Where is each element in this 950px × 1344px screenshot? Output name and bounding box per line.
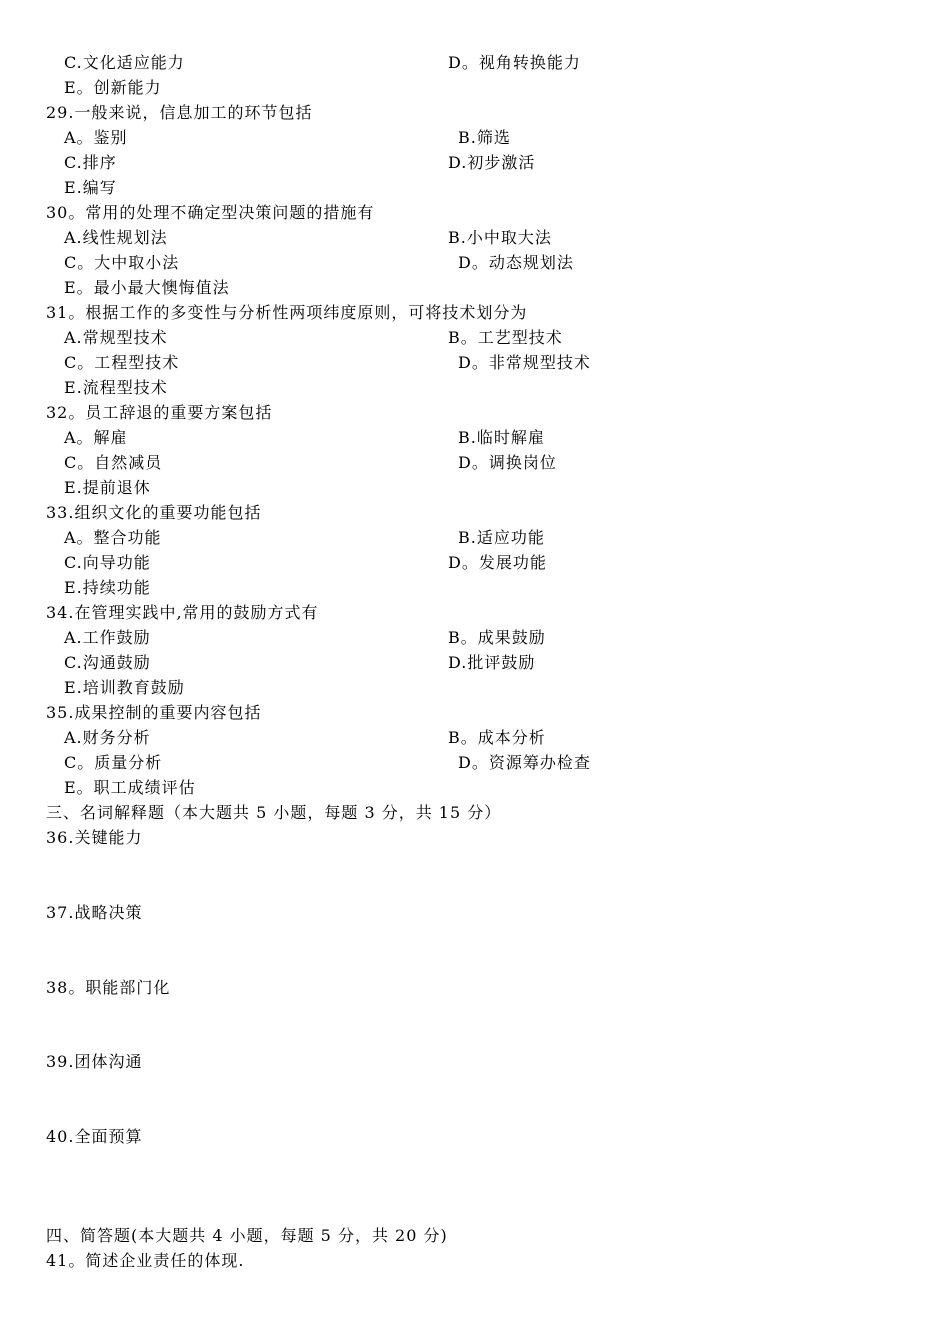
q28-option-c: C.文化适应能力 [64,53,185,72]
q28-option-e: E。创新能力 [64,78,162,97]
q30-option-a: A.线性规划法 [64,228,168,247]
q29-stem: 29.一般来说，信息加工的环节包括 [46,103,313,122]
q34-option-c: C.沟通鼓励 [64,653,151,672]
q32-option-b: B.临时解雇 [458,428,545,447]
q32-option-e: E.提前退休 [64,478,151,497]
q40-term: 40.全面预算 [46,1127,143,1146]
q33-option-b: B.适应功能 [458,528,545,547]
q39-term: 39.团体沟通 [46,1052,143,1071]
q29-option-e: E.编写 [64,178,117,197]
q34-stem: 34.在管理实践中,常用的鼓励方式有 [46,603,319,622]
q31-option-d: D。非常规型技术 [458,353,591,372]
q37-term: 37.战略决策 [46,903,143,922]
section-4-title: 四、简答题(本大题共 4 小题，每题 5 分，共 20 分) [46,1226,448,1245]
q32-option-a: A。解雇 [64,428,128,447]
q32-stem: 32。员工辞退的重要方案包括 [46,403,273,422]
q33-option-e: E.持续功能 [64,578,151,597]
q32-option-c: C。自然减员 [64,453,163,472]
q30-option-e: E。最小最大懊悔值法 [64,278,230,297]
q30-option-c: C。大中取小法 [64,253,180,272]
q35-option-e: E。职工成绩评估 [64,778,196,797]
q35-option-a: A.财务分析 [64,728,151,747]
q33-option-c: C.向导功能 [64,553,151,572]
q30-stem: 30。常用的处理不确定型决策问题的措施有 [46,203,375,222]
q32-option-d: D。调换岗位 [458,453,557,472]
section-3-title: 三、名词解释题（本大题共 5 小题，每题 3 分，共 15 分） [46,803,502,822]
q34-option-b: B。成果鼓励 [448,628,546,647]
q31-option-a: A.常规型技术 [64,328,168,347]
q31-option-b: B。工艺型技术 [448,328,563,347]
q35-option-c: C。质量分析 [64,753,163,772]
q30-option-d: D。动态规划法 [458,253,574,272]
q35-option-b: B。成本分析 [448,728,546,747]
q31-option-e: E.流程型技术 [64,378,168,397]
q33-option-d: D。发展功能 [448,553,547,572]
q31-option-c: C。工程型技术 [64,353,180,372]
q33-option-a: A。整合功能 [64,528,162,547]
q35-option-d: D。资源筹办检查 [458,753,591,772]
q38-term: 38。职能部门化 [46,978,171,997]
q29-option-c: C.排序 [64,153,117,172]
q34-option-a: A.工作鼓励 [64,628,151,647]
q31-stem: 31。根据工作的多变性与分析性两项纬度原则，可将技术划分为 [46,303,528,322]
q41-question: 41。简述企业责任的体现. [46,1251,245,1270]
q30-option-b: B.小中取大法 [448,228,552,247]
q29-option-d: D.初步激活 [448,153,536,172]
q34-option-e: E.培训教育鼓励 [64,678,185,697]
q29-option-b: B.筛选 [458,128,511,147]
q33-stem: 33.组织文化的重要功能包括 [46,503,262,522]
q36-term: 36.关键能力 [46,828,143,847]
q34-option-d: D.批评鼓励 [448,653,536,672]
q28-option-d: D。视角转换能力 [448,53,581,72]
q29-option-a: A。鉴别 [64,128,128,147]
q35-stem: 35.成果控制的重要内容包括 [46,703,262,722]
